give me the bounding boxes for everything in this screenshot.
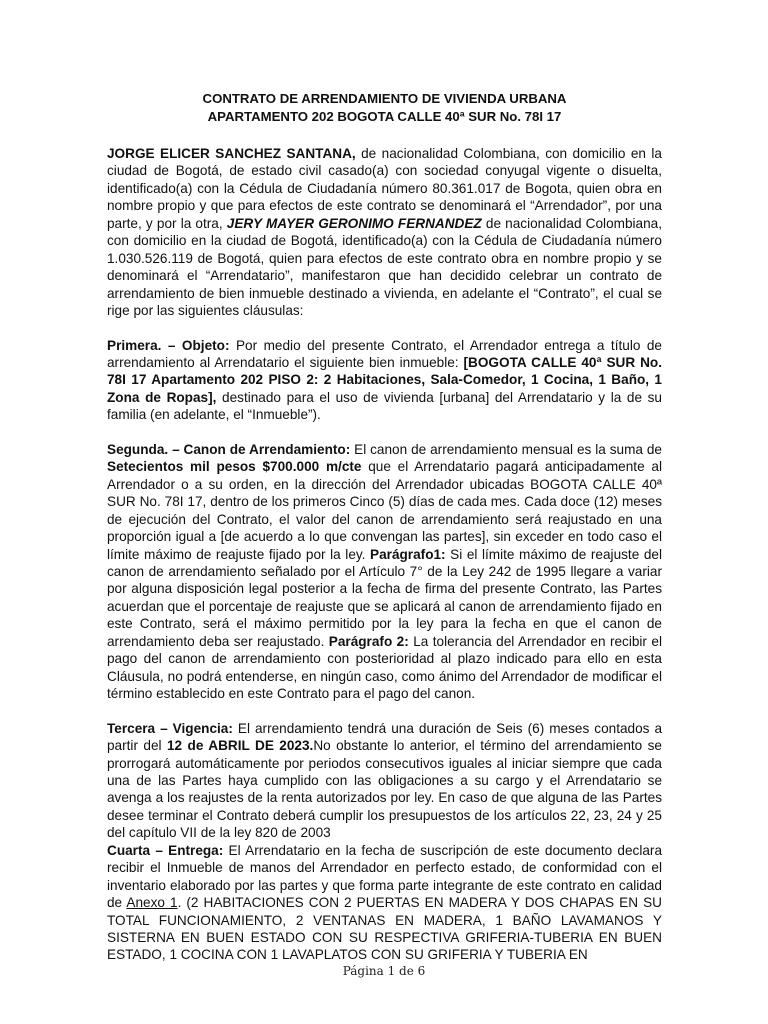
paragrafo-1-label: Parágrafo1:: [370, 546, 446, 562]
start-date: 12 de ABRIL DE 2023.: [166, 738, 314, 754]
clause-segunda: [107, 441, 662, 703]
clause-primera-text-1: Por medio del presente Contrato, el Arrendador entrega a título de arrendamiento al Arrendatario el siguiente bien inmueble:: [107, 337, 662, 370]
clause-cuarta-text-2: . (2 HABITACIONES CON 2 PUERTAS EN MADERA Y DOS CHAPAS EN SU TOTAL FUNCIONAMIENTO, 2 VENTANAS EN MADERA, 1 BAÑO LAVAMANOS Y SISTERNA EN BUEN ESTADO CON SU RESPECTIVA GRIFERIA-TUBERIA EN BUEN ESTADO, 1 COCINA CON 1 LAVAPLATOS CON SU GRIFERIA Y TUBERIA EN: [107, 895, 662, 963]
document-body: [107, 90, 662, 964]
clause-cuarta: [107, 842, 662, 964]
document-title-line-1: CONTRATO DE ARRENDAMIENTO DE VIVIENDA URBANA: [202, 91, 567, 106]
rent-amount: Setecientos mil pesos $700.000 m/cte: [107, 459, 362, 475]
clause-tercera: [107, 720, 662, 842]
clause-segunda-text-3: Si el límite máximo de reajuste del canon de arrendamiento señalado por el Artículo 7° de la Ley 242 de 1995 llegare a variar por alguna disposición legal posterior a la fecha de firma del presente Contrato, las Partes acuerdan que el porcentaje de reajuste que se aplicará al canon de arrendamiento fijado en este Contrato, será el máximo permitido por la ley para la fecha en que el canon de arrendamiento deba ser reajustado.: [107, 546, 662, 649]
clause-cuarta-text-1: El Arrendatario en la fecha de suscripción de este documento declara recibir el Inmueble de manos del Arrendador en perfecto estado, de conformidad con el inventario elaborado por las partes y que forma parte integrante de este contrato en calidad de: [107, 842, 662, 911]
clause-cuarta-heading: Cuarta – Entrega:: [107, 842, 224, 858]
intro-text-1: de nacionalidad Colombiana, con domicilio en la ciudad de Bogotá, de estado civil casado(a) con sociedad conyugal vigente o disuelta, identificado(a) con la Cédula de Ciudadanía número 80.361.017 de Bogota, quien obra en nombre propio y que para efectos de este contrato se denominará el “Arrendador”, por una parte, y por la otra,: [107, 146, 662, 231]
clause-segunda-heading: Segunda. – Canon de Arrendamiento:: [107, 441, 351, 457]
clause-tercera-text-2: No obstante lo anterior, el término del arrendamiento se prorrogará automáticamente por periodos consecutivos iguales al iniciar siempre que cada una de las Partes haya cumplido con las obligaciones a su cargo y el Arrendatario se avenga a los reajustes de la renta autorizados por ley. En caso de que alguna de las Partes desee terminar el Contrato deberá cumplir los presupuestos de los artículos 22, 23, 24 y 25 del capítulo VII de la ley 820 de 2003: [107, 738, 662, 841]
clause-primera-heading: Primera. – Objeto:: [107, 337, 230, 353]
clause-primera-text-2: destinado para el uso de vivienda [urbana] del Arrendatario y la de su familia (en adelante, el “Inmueble”).: [107, 389, 662, 423]
clause-segunda-text-1: El canon de arrendamiento mensual es la suma de: [350, 441, 662, 457]
clause-tercera-heading: Tercera – Vigencia:: [107, 720, 233, 736]
property-description: [BOGOTA CALLE 40ª SUR No. 78I 17 Apartamento 202 PISO 2: 2 Habitaciones, Sala-Comedor, 1 Cocina, 1 Baño, 1 Zona de Ropas],: [107, 354, 662, 405]
document-title-line-2: APARTAMENTO 202 BOGOTA CALLE 40ª SUR No. 78I 17: [207, 109, 562, 124]
arrendador-name: JORGE ELICER SANCHEZ SANTANA,: [107, 146, 356, 161]
intro-paragraph: [107, 145, 662, 320]
clause-tercera-text-1: El arrendamiento tendrá una duración de Seis (6) meses contados a partir del: [107, 720, 663, 754]
intro-text-2: de nacionalidad Colombiana, con domicilio en la ciudad de Bogotá, identificado(a) con la Cédula de Ciudadanía número 1.030.526.119 de Bogotá, quien para efectos de este contrato obra en nombre propio y se denominará el “Arrendatario”, manifestaron que han decidido celebrar un contrato de arrendamiento de bien inmueble destinado a vivienda, en adelante el “Contrato”, el cual se rige por las siguientes cláusulas:: [107, 215, 662, 319]
anexo-1-reference: Anexo 1: [126, 895, 178, 911]
clause-segunda-text-4: La tolerancia del Arrendador en recibir el pago del canon de arrendamiento con posterioridad al plazo indicado para ello en esta Cláusula, no podrá entenderse, en ningún caso, como ánimo del Arrendador de modificar el término establecido en este Contrato para el pago del canon.: [107, 633, 662, 702]
clause-segunda-text-2: que el Arrendatario pagará anticipadamente al Arrendador o a su orden, en la dirección del Arrendador ubicadas BOGOTA CALLE 40ª SUR No. 78I 17, dentro de los primeros Cinco (5) días de cada mes. Cada doce (12) meses de ejecución del Contrato, el valor del canon de arrendamiento será reajustado en una proporción igual a [de acuerdo a lo que convengan las partes], sin exceder en todo caso el límite máximo de reajuste fijado por la ley.: [107, 459, 662, 562]
arrendatario-name: JERY MAYER GERONIMO FERNANDEZ: [226, 215, 482, 231]
clause-primera: [107, 337, 662, 424]
paragrafo-2-label: Parágrafo 2:: [328, 633, 409, 649]
page-number-footer: Página 1 de 6: [342, 964, 426, 978]
